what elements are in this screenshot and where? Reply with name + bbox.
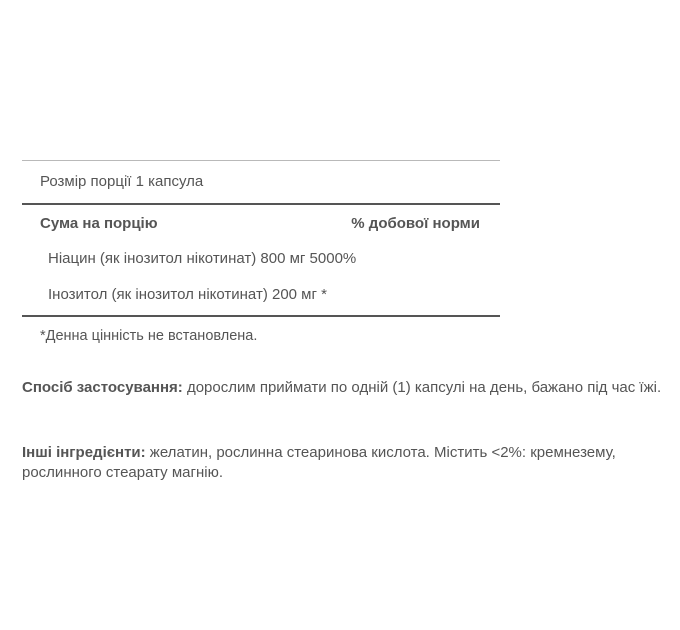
supplement-facts-table xyxy=(22,160,500,355)
amount-per-serving-header: Сума на порцію xyxy=(40,214,158,232)
daily-value-header: % добової норми xyxy=(351,214,480,232)
other-ingredients-paragraph xyxy=(22,443,670,483)
facts-rows xyxy=(22,241,500,317)
ingredients-label: Інші інгредієнти: xyxy=(22,444,146,461)
directions-label: Спосіб застосування: xyxy=(22,379,183,396)
directions-text: дорослим приймати по одній (1) капсулі на день, бажано під час їжі. xyxy=(182,379,662,396)
serving-size: Розмір порції 1 капсула xyxy=(22,160,500,205)
facts-row-niacin: Ніацин (як інозитол нікотинат) 800 мг 5000% xyxy=(48,250,357,267)
directions-paragraph xyxy=(22,378,670,398)
facts-table-header xyxy=(22,205,500,241)
facts-row-inositol: Інозитол (як інозитол нікотинат) 200 мг * xyxy=(48,286,327,303)
ingredients-text: желатин, рослинна стеаринова кислота. Містить <2%: кремнезему, рослинного стеарату магнію. xyxy=(22,444,616,481)
daily-value-footnote: *Денна цінність не встановлена. xyxy=(40,328,258,344)
